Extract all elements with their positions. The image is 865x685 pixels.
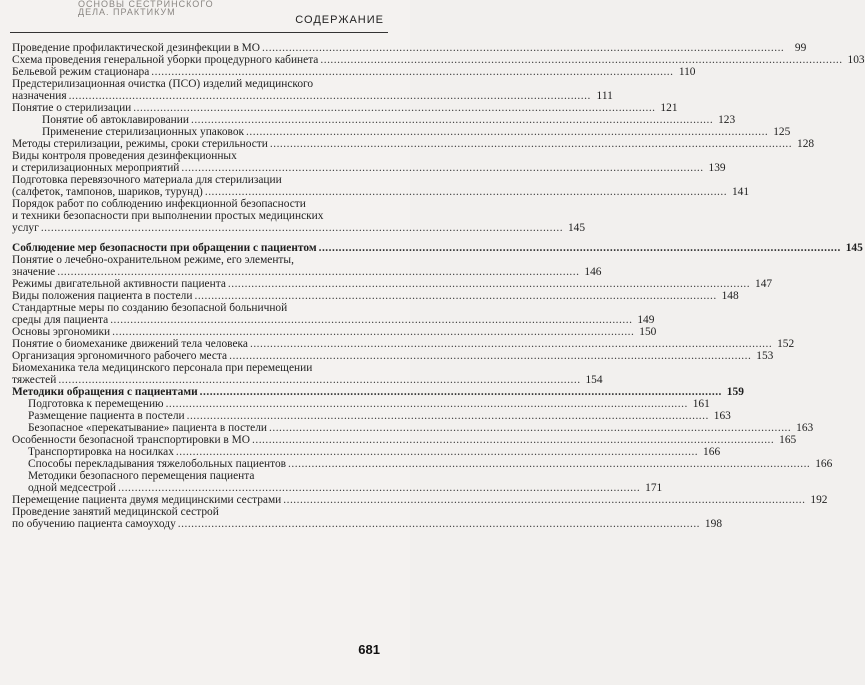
toc-page-number: 163 xyxy=(713,410,731,422)
toc-entry-title-line: Режимы двигательной активности пациента xyxy=(12,278,226,290)
toc-page-number: 154 xyxy=(585,374,603,386)
toc-page-number: 139 xyxy=(708,162,726,174)
toc-page-number: 141 xyxy=(731,186,750,198)
toc-entry-title-line: Подготовка перевязочного материала для стерилизации xyxy=(12,174,282,186)
toc-entry-title-line: Порядок работ по соблюдению инфекционной безопасности xyxy=(12,198,306,210)
toc-entry[interactable] xyxy=(12,150,726,174)
toc-entry-title-line: Размещение пациента в постели xyxy=(28,410,185,422)
toc-entry[interactable] xyxy=(12,290,739,302)
dot-leader xyxy=(176,446,698,458)
running-header-left: ОСНОВЫ СЕСТРИНСКОГО ДЕЛА. ПРАКТИКУМ xyxy=(78,0,214,17)
toc-entry-title-line: среды для пациента xyxy=(12,314,109,326)
toc-entry[interactable] xyxy=(12,174,750,198)
toc-entry-title-line: Понятие о лечебно-охранительном режиме, его элементы, xyxy=(12,254,294,266)
dot-leader xyxy=(191,114,713,126)
dot-leader xyxy=(178,518,700,530)
dot-leader xyxy=(57,266,579,278)
toc-entry[interactable] xyxy=(12,494,828,506)
toc-page-number: 159 xyxy=(726,386,744,398)
toc-entry[interactable] xyxy=(12,114,736,126)
dot-leader xyxy=(41,222,563,234)
toc-entry-title-line: Предстерилизационная очистка (ПСО) изделий медицинского xyxy=(12,78,314,90)
toc-entry-title-line: Проведение профилактической дезинфекции в МО xyxy=(12,42,261,54)
dot-leader xyxy=(252,434,774,446)
toc-entry-title-line: Стандартные меры по созданию безопасной больничной xyxy=(12,302,288,314)
toc-entry-title-line: Виды контроля проведения дезинфекционных xyxy=(12,150,237,162)
toc-entry-title-line: услуг xyxy=(12,222,39,234)
toc-page-number: 125 xyxy=(773,126,791,138)
toc-entry-title-line: тяжестей xyxy=(12,374,57,386)
toc-page-number: 149 xyxy=(637,314,655,326)
toc-entry[interactable] xyxy=(12,434,797,446)
toc-entry[interactable] xyxy=(12,422,814,434)
toc-page-number: 103 xyxy=(847,54,865,66)
dot-leader xyxy=(181,162,703,174)
dot-leader xyxy=(58,374,580,386)
toc-entry[interactable] xyxy=(12,66,696,78)
toc-entry-title-line: Проведение занятий медицинской сестрой xyxy=(12,506,219,518)
toc-entry[interactable] xyxy=(12,326,657,338)
toc-entry[interactable] xyxy=(12,138,815,150)
toc-page-number: 148 xyxy=(721,290,739,302)
dot-leader xyxy=(166,398,688,410)
toc-entry-title-line: Понятие о биомеханике движений тела человека xyxy=(12,338,248,350)
dot-leader xyxy=(194,290,716,302)
dot-leader xyxy=(283,494,805,506)
toc-page-number: 99 xyxy=(794,42,807,54)
toc-entry-title-line: Организация эргономичного рабочего места xyxy=(12,350,228,362)
dot-leader xyxy=(288,458,810,470)
toc-page-number: 153 xyxy=(756,350,774,362)
dot-leader xyxy=(133,102,655,114)
toc-entry-title-line: и стерилизационных мероприятий xyxy=(12,162,180,174)
toc-page-number: 165 xyxy=(779,434,797,446)
toc-page-number: 161 xyxy=(692,398,710,410)
dot-leader xyxy=(246,126,768,138)
toc-entry-title-line: Биомеханика тела медицинского персонала при перемещении xyxy=(12,362,313,374)
toc-page-number: 166 xyxy=(815,458,833,470)
dot-leader xyxy=(262,42,784,54)
toc-page-number: 163 xyxy=(796,422,814,434)
toc-entry-title-line: Перемещение пациента двумя медицинскими сестрами xyxy=(12,494,282,506)
toc-page-number: 123 xyxy=(718,114,736,126)
toc-entry[interactable] xyxy=(12,470,663,494)
dot-leader xyxy=(320,54,842,66)
toc-entry-title-line: Методики безопасного перемещения пациента xyxy=(28,470,255,482)
toc-entry-title-line: Особенности безопасной транспортировки в МО xyxy=(12,434,250,446)
header-rule xyxy=(10,32,388,33)
toc-page-number: 121 xyxy=(660,102,678,114)
toc-entry-title-line: Соблюдение мер безопасности при обращении с пациентом xyxy=(12,242,317,254)
dot-leader xyxy=(250,338,772,350)
dot-leader xyxy=(110,314,632,326)
toc-entry-title-line: Применение стерилизационных упаковок xyxy=(42,126,245,138)
toc-entry-title-line: Основы эргономики xyxy=(12,326,111,338)
toc-entry[interactable] xyxy=(12,350,774,362)
toc-entry[interactable] xyxy=(12,102,678,114)
toc-page-number: 166 xyxy=(703,446,721,458)
dot-leader xyxy=(187,410,709,422)
section-gap xyxy=(12,234,382,242)
toc-entry[interactable] xyxy=(12,506,723,530)
dot-leader xyxy=(269,422,791,434)
toc-entry[interactable] xyxy=(12,198,586,234)
toc-page-number: 171 xyxy=(645,482,663,494)
running-header-title: СОДЕРЖАНИЕ xyxy=(295,14,384,26)
dot-leader xyxy=(228,278,750,290)
dot-leader xyxy=(200,386,722,398)
toc-entry[interactable] xyxy=(12,42,807,54)
toc-entry[interactable] xyxy=(12,446,721,458)
dot-leader xyxy=(118,482,640,494)
toc-entry-title-line: Понятие об автоклавировании xyxy=(42,114,189,126)
toc-entry-title-line: значение xyxy=(12,266,56,278)
toc-entry[interactable] xyxy=(12,126,791,138)
toc-page-number: 198 xyxy=(704,518,723,530)
toc-entry[interactable] xyxy=(12,54,865,66)
toc-entry-title-line: Методики обращения с пациентами xyxy=(12,386,198,398)
toc-page-number: 146 xyxy=(584,266,602,278)
dot-leader xyxy=(319,242,841,254)
toc-page-number: 192 xyxy=(810,494,828,506)
toc-page-number: 152 xyxy=(777,338,795,350)
toc-entry-title-line: Способы перекладывания тяжелобольных пациентов xyxy=(28,458,287,470)
toc-entry[interactable] xyxy=(12,362,603,386)
toc-entry[interactable] xyxy=(12,278,773,290)
toc-entry-title-line: Бельевой режим стационара xyxy=(12,66,150,78)
dot-leader xyxy=(69,90,591,102)
toc-entry-title-line: (салфеток, тампонов, шариков, турунд) xyxy=(12,186,203,198)
page-number: 681 xyxy=(358,642,380,657)
toc-entry[interactable] xyxy=(12,410,731,422)
toc-entry-title-line: Понятие о стерилизации xyxy=(12,102,132,114)
toc-entry-title-line: одной медсестрой xyxy=(28,482,116,494)
toc-page-number: 145 xyxy=(845,242,863,254)
toc-entry-title-line: Схема проведения генеральной уборки процедурного кабинета xyxy=(12,54,319,66)
toc-entry-title-line: по обучению пациента самоуходу xyxy=(12,518,176,530)
toc-section-heading[interactable] xyxy=(12,242,863,254)
toc-page-number: 110 xyxy=(678,66,696,78)
toc-entry[interactable] xyxy=(12,78,613,102)
toc-page-number: 145 xyxy=(567,222,586,234)
dot-leader xyxy=(270,138,792,150)
dot-leader xyxy=(112,326,634,338)
table-of-contents xyxy=(12,42,865,530)
toc-entry-title-line: Виды положения пациента в постели xyxy=(12,290,193,302)
toc-entry-title-line: Подготовка к перемещению xyxy=(28,398,164,410)
toc-entry[interactable] xyxy=(12,254,602,278)
toc-entry-title-line: Безопасное «перекатывание» пациента в постели xyxy=(28,422,268,434)
toc-entry[interactable] xyxy=(12,398,710,410)
toc-entry-title-line: Методы стерилизации, режимы, сроки стерильности xyxy=(12,138,268,150)
toc-page-number: 150 xyxy=(639,326,657,338)
toc-entry[interactable] xyxy=(12,302,655,326)
toc-page-number: 111 xyxy=(596,90,613,102)
toc-entry-title-line: и техники безопасности при выполнении простых медицинских xyxy=(12,210,324,222)
dot-leader xyxy=(151,66,673,78)
dot-leader xyxy=(229,350,751,362)
toc-entry-title-line: назначения xyxy=(12,90,67,102)
toc-entry[interactable] xyxy=(12,458,833,470)
toc-page-number: 147 xyxy=(755,278,773,290)
toc-page-number: 128 xyxy=(797,138,815,150)
toc-entry-title-line: Транспортировка на носилках xyxy=(28,446,174,458)
dot-leader xyxy=(205,186,727,198)
toc-section-heading[interactable] xyxy=(12,386,744,398)
toc-entry[interactable] xyxy=(12,338,795,350)
